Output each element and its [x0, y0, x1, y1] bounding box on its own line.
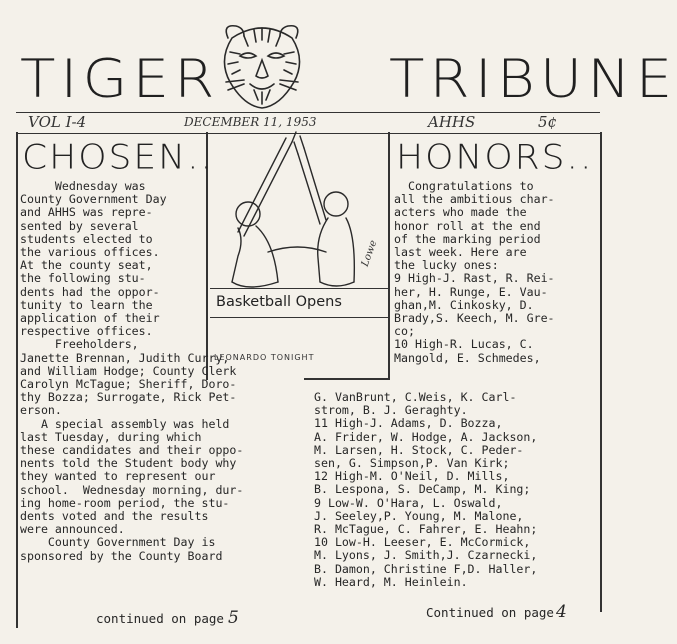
right-article-body-top: Congratulations to all the ambitious char- acters who made the honor roll at the end of the marking period last week. Here are the lucky ones: 9 High-J. Rast, R. Rei- her, H. Runge, E. Vau- ghan,M. Cinkosky, D. Brady,S. Keech, M. Gre- co; 10 High-R. Lucas, C. Mangold, E. Schmedes,: [394, 179, 555, 365]
left-continued-page: 5: [227, 608, 239, 628]
issue-date: DECEMBER 11, 1953: [184, 115, 317, 129]
school-name: AHHS: [428, 113, 476, 131]
right-article-body-bottom: G. VanBrunt, C.Weis, K. Carl- strom, B. J. Geraghty. 11 High-J. Adams, D. Bozza, A. Frider, W. Hodge, A. Jackson, M. Larsen, H. Stock, C. Peder- sen, G. Simpson,P. Van Kirk; 12 High-M. O'Neil, D. Mills, B. Lespona, S. DeCamp, M. King; 9 Low-W. O'Hara, L. Oswald, J. Seeley,P. Young, M. Malone, R. McTague, C. Fahrer, E. Heahn; 10 Low-H. Leeser, E. McCormick, M. Lyons, J. Smith,J. Czarnecki, B. Damon, Christine F,D. Haller, W. Heard, M. Heinlein.: [314, 390, 538, 589]
left-column-rule: [16, 132, 18, 628]
masthead-title-right: TRIBUNE: [389, 48, 677, 110]
right-continued-page: 4: [555, 602, 567, 622]
right-headline: HONORS..: [396, 138, 594, 177]
left-continued-label: continued on page: [96, 611, 224, 626]
right-continued-label: Continued on page: [426, 605, 554, 620]
art-bottom-rule: [304, 378, 390, 380]
volume-number: VOL I-4: [28, 113, 87, 131]
illustration-caption: Basketball Opens: [216, 294, 342, 310]
left-continued-note: [96, 608, 239, 628]
issue-info-bar: [16, 112, 600, 134]
basketball-illustration: [208, 132, 386, 378]
masthead-title-left: TIGER: [20, 48, 220, 110]
masthead: [14, 14, 677, 114]
artist-credit: LEONARDO TONIGHT: [214, 353, 315, 362]
artist-signature: Lowe: [359, 238, 380, 269]
left-headline: CHOSEN..: [22, 138, 214, 177]
art-right-rule: [388, 132, 390, 380]
issue-price: 5¢: [538, 113, 558, 131]
right-continued-note: [426, 602, 567, 622]
left-article-body: Wednesday was County Government Day and AHHS was repre- sented by several students elected to the various offices. At the county seat, the following stu- dents had the oppor- tunity to learn the application of their respective offices. Freeholders, Janette Brennan, Judith Curry, and William Hodge; County Clerk Carolyn McTague; Sheriff, Doro- thy Bozza; Surrogate, Rick Pet- erson. A special assembly was held last Tuesday, during which these candidates and their oppo- nents told the Student body why they wanted to represent our school. Wednesday morning, dur- ing home-room period, the stu- dents voted and the results were announced. County Government Day is sponsored by the County Board: [20, 179, 244, 563]
right-column-rule: [600, 132, 602, 612]
caption-banner: [210, 288, 388, 318]
tiger-head-logo: [214, 16, 310, 114]
